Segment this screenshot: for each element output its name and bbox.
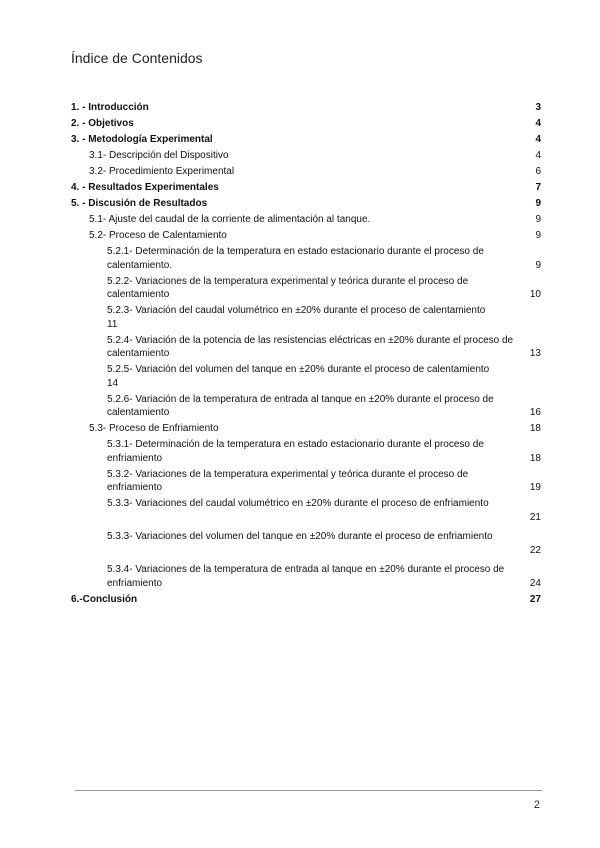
toc-entry-text: 5.2.4- Variación de la potencia de las resistencias eléctricas en ±20% durante el proceso de calentamiento: [107, 334, 514, 359]
page-number: 2: [533, 799, 540, 811]
toc-entry-text: 5.3.3- Variaciones del volumen del tanque en ±20% durante el proceso de enfriamiento: [107, 531, 493, 542]
toc-entry-5-2-3[interactable]: [107, 304, 541, 331]
toc-entry-5-2-4[interactable]: [107, 334, 541, 361]
toc-entry-6[interactable]: [71, 593, 541, 607]
toc-entry-text: 5.3.4- Variaciones de la temperatura de entrada al tanque en ±20% durante el proceso de enfriamiento: [107, 564, 505, 589]
toc-entry-page: 7: [535, 182, 541, 193]
toc-entry-page: 13: [529, 348, 541, 359]
toc-entry-text: 5.2.6- Variación de la temperatura de entrada al tanque en ±20% durante el proceso de calentamiento: [107, 393, 494, 418]
toc-entry-page: 4: [535, 118, 541, 129]
toc-entry-page: 22: [529, 544, 541, 556]
toc-entry-5-2-2[interactable]: [107, 275, 541, 302]
toc-entry-text: 2. - Objetivos: [71, 118, 134, 129]
toc-entry-page: 6: [535, 166, 541, 177]
page-title: Índice de Contenidos: [71, 50, 203, 66]
toc-entry-page: 21: [529, 511, 541, 523]
toc-entry-text: 5.3.2- Variaciones de la temperatura experimental y teórica durante el proceso de enfriamiento: [107, 468, 469, 493]
toc-entry-5-2-6[interactable]: [107, 393, 541, 420]
toc-entry-text: 6.-Conclusión: [71, 593, 138, 605]
toc-entry-text: 1. - Introducción: [71, 102, 149, 113]
toc-entry-text: 5.2- Proceso de Calentamiento: [89, 230, 227, 241]
toc-entry-5-3[interactable]: [89, 422, 541, 436]
toc-entry-page: 16: [529, 407, 541, 418]
toc-entry-text: 5.2.2- Variaciones de la temperatura experimental y teórica durante el proceso de calentamiento: [107, 275, 469, 300]
toc-entry-text: 5.1- Ajuste del caudal de la corriente de alimentación al tanque.: [89, 214, 371, 225]
toc-entry-page: 10: [529, 289, 541, 300]
toc-entry-page: 3: [535, 102, 541, 113]
toc-entry-text: 5.3.3- Variaciones del caudal volumétrico en ±20% durante el proceso de enfriamiento: [107, 498, 489, 509]
toc-entry-page: 18: [529, 452, 541, 464]
toc-entry-5-3-4[interactable]: [107, 563, 541, 590]
table-of-contents: [71, 101, 541, 606]
toc-entry-3-1[interactable]: [89, 149, 541, 163]
toc-entry-2[interactable]: [71, 117, 541, 131]
toc-entry-text: 5.2.1- Determinación de la temperatura en estado estacionario durante el proceso de calentamiento.: [107, 246, 484, 271]
toc-entry-5-2[interactable]: [89, 229, 541, 243]
toc-entry-1[interactable]: [71, 101, 541, 115]
toc-entry-text: 5.2.5- Variación del volumen del tanque en ±20% durante el proceso de calentamiento: [107, 364, 490, 375]
toc-entry-page: 9: [535, 198, 541, 209]
toc-entry-page: 18: [529, 423, 541, 434]
toc-entry-text: 5. - Discusión de Resultados: [71, 198, 208, 209]
toc-entry-text: 4. - Resultados Experimentales: [71, 182, 219, 193]
toc-entry-5-3-3b[interactable]: [107, 530, 541, 557]
toc-entry-text: 5.2.3- Variación del caudal volumétrico en ±20% durante el proceso de calentamiento: [107, 305, 486, 316]
toc-entry-text: 3. - Metodología Experimental: [71, 134, 213, 145]
toc-entry-page: 27: [529, 593, 541, 605]
toc-entry-page: 9: [535, 230, 541, 241]
toc-entry-3-2[interactable]: [89, 165, 541, 179]
toc-entry-5-3-1[interactable]: [107, 438, 541, 465]
toc-entry-5-1[interactable]: [89, 213, 541, 227]
toc-entry-page: 14: [107, 377, 119, 389]
toc-entry-text: 5.3.1- Determinación de la temperatura en estado estacionario durante el proceso de enfriamiento: [107, 439, 484, 464]
footer-divider: [75, 790, 542, 791]
toc-entry-text: 5.3- Proceso de Enfriamiento: [89, 423, 219, 434]
toc-entry-page: 11: [107, 318, 118, 330]
toc-entry-text: 3.1- Descripción del Dispositivo: [89, 150, 229, 161]
toc-entry-page: 9: [535, 214, 541, 225]
toc-entry-3[interactable]: [71, 133, 541, 147]
toc-entry-page: 19: [529, 482, 541, 493]
toc-entry-page: 4: [535, 134, 541, 145]
toc-entry-5-2-5[interactable]: [107, 363, 541, 390]
toc-entry-page: 9: [535, 259, 541, 271]
toc-entry-page: 4: [535, 150, 541, 161]
toc-entry-5-3-2[interactable]: [107, 468, 541, 495]
toc-entry-5-2-1[interactable]: [107, 245, 541, 272]
toc-entry-5[interactable]: [71, 197, 541, 211]
toc-entry-5-3-3a[interactable]: [107, 497, 541, 524]
toc-entry-page: 24: [529, 577, 541, 589]
toc-entry-4[interactable]: [71, 181, 541, 195]
toc-entry-text: 3.2- Procedimiento Experimental: [89, 166, 235, 177]
